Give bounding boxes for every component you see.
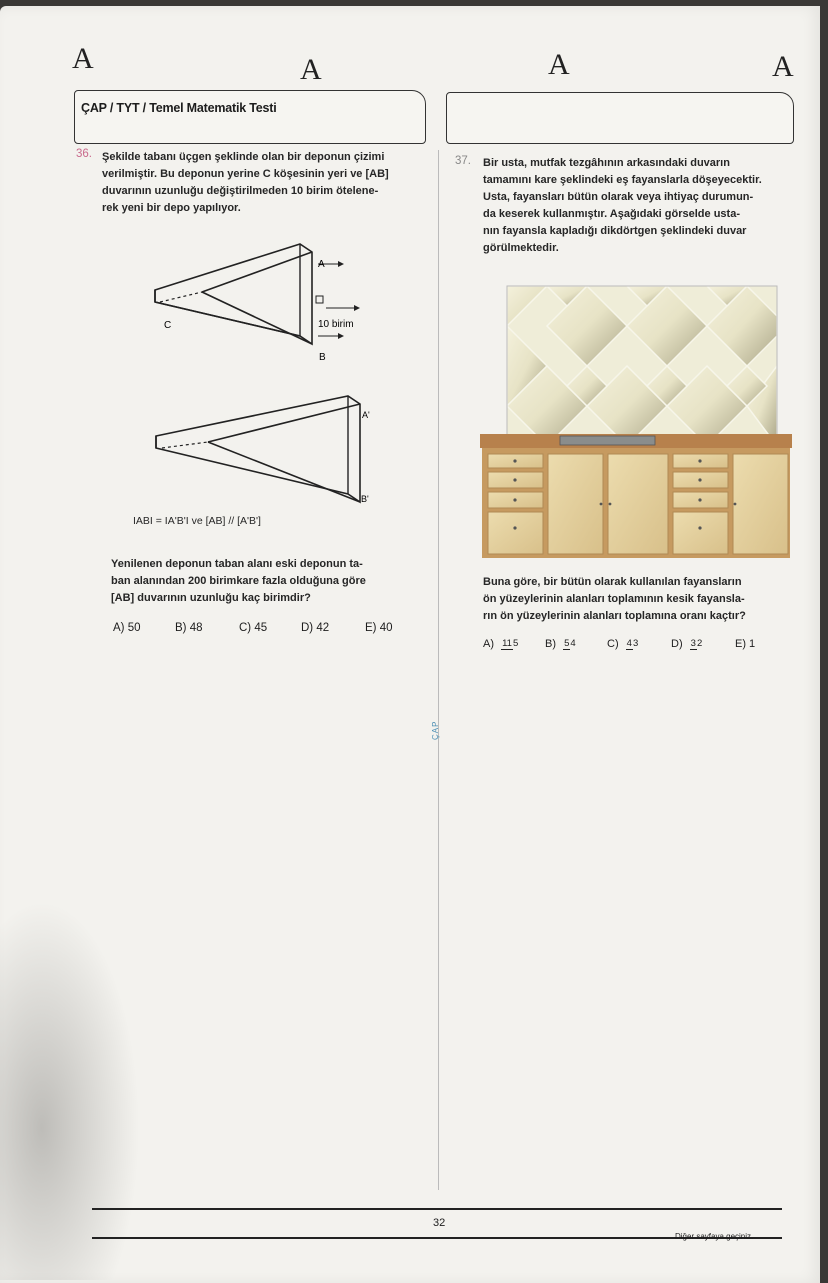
- right-angle-mark: [316, 296, 323, 303]
- page-number: 32: [433, 1217, 446, 1229]
- page-shadow: [0, 900, 140, 1280]
- prism-bottom-edge: [155, 302, 300, 336]
- left-header-box: [74, 90, 426, 144]
- booklet-letter-2: A: [300, 53, 322, 86]
- q37-line: da keserek kullanmıştır. Aşağıdaki görselde usta-: [483, 208, 740, 220]
- q36-line: Şekilde tabanı üçgen şeklinde olan bir deponun çizimi: [102, 151, 385, 163]
- booklet-letter-3: A: [548, 48, 570, 81]
- footer-rule-top: [92, 1208, 782, 1210]
- sink: [560, 436, 655, 445]
- denominator: 2: [696, 637, 703, 649]
- numerator: 11: [502, 637, 512, 649]
- depot-figure-original: [140, 232, 380, 372]
- q37-prompt-line: ön yüzeylerinin alanları toplamının kesik fayansla-: [483, 593, 745, 605]
- label-b-prime: B': [361, 494, 369, 504]
- hidden-edge: [162, 442, 208, 448]
- choice-b[interactable]: [545, 638, 607, 650]
- label-b: B: [319, 352, 326, 363]
- q36-prompt-line: ban alanından 200 birimkare fazla olduğuna göre: [111, 575, 366, 587]
- booklet-letter-4: A: [772, 50, 794, 83]
- choice-d[interactable]: [671, 638, 735, 650]
- column-divider: [438, 150, 439, 1190]
- arrow-head: [338, 333, 344, 339]
- shift-distance-label: 10 birim: [318, 319, 354, 330]
- choice-a-label: A): [483, 638, 494, 650]
- choice-b[interactable]: B) 48: [175, 622, 203, 634]
- q36-line: verilmiştir. Bu deponun yerine C köşesinin yeri ve [AB]: [102, 168, 389, 180]
- label-a-prime: A': [362, 410, 370, 420]
- arrow-head: [338, 261, 344, 267]
- side-logo-text: ÇAP: [431, 720, 440, 740]
- choice-e[interactable]: E) 1: [735, 638, 756, 650]
- label-c: C: [164, 320, 172, 331]
- choice-d-label: D): [671, 638, 683, 650]
- question-36-prompt: [111, 556, 431, 607]
- fraction: [690, 639, 703, 650]
- choice-e[interactable]: E) 40: [365, 622, 393, 634]
- numerator: 4: [626, 637, 632, 649]
- question-36-number: 36.: [76, 148, 92, 160]
- depot-figure-new: [148, 390, 388, 510]
- numerator: 5: [564, 637, 570, 649]
- question-37-text: [483, 155, 801, 257]
- q36-line: duvarının uzunluğu değiştirilmeden 10 birim ötelene-: [102, 185, 379, 197]
- q37-line: Bir usta, mutfak tezgâhının arkasındaki duvarın: [483, 157, 730, 169]
- q37-line: görülmektedir.: [483, 242, 559, 254]
- question-37-prompt: [483, 574, 803, 625]
- choice-b-label: B): [545, 638, 556, 650]
- prism-outline: [155, 244, 312, 344]
- fraction: [563, 639, 576, 650]
- denominator: 5: [512, 637, 519, 649]
- choice-c[interactable]: [607, 638, 671, 650]
- numerator: 3: [690, 637, 696, 649]
- choice-c[interactable]: C) 45: [239, 622, 268, 634]
- booklet-letter-1: A: [72, 42, 94, 75]
- kitchen-wall-tiles-image: [480, 284, 792, 560]
- label-a: A: [318, 259, 325, 270]
- right-header-box: [446, 92, 794, 144]
- q36-line: rek yeni bir depo yapılıyor.: [102, 202, 241, 214]
- choice-a[interactable]: [483, 638, 545, 650]
- choice-d[interactable]: D) 42: [301, 622, 330, 634]
- question-37-number: 37.: [455, 155, 471, 167]
- q37-line: Usta, fayansları bütün olarak veya ihtiyaç durumun-: [483, 191, 754, 203]
- choice-a[interactable]: A) 50: [113, 622, 141, 634]
- prism-back-edge: [202, 292, 312, 344]
- q36-prompt-line: [AB] duvarının uzunluğu kaç birimdir?: [111, 592, 311, 604]
- question-37-choices: [483, 638, 775, 650]
- choice-c-label: C): [607, 638, 619, 650]
- q37-prompt-line: rın ön yüzeylerinin alanları toplamına oranı kaçtır?: [483, 610, 746, 622]
- arrow-head: [354, 305, 360, 311]
- q37-line: tamamını kare şeklindeki eş fayanslarla döşeyecektir.: [483, 174, 762, 186]
- segment-relation: IABI = IA'B'I ve [AB] // [A'B']: [133, 515, 261, 527]
- question-36-text: [102, 149, 432, 217]
- hidden-edge: [160, 292, 202, 302]
- prism-back-edge: [208, 442, 360, 502]
- q37-prompt-line: Buna göre, bir bütün olarak kullanılan fayansların: [483, 576, 742, 588]
- q37-line: nın fayansla kapladığı dikdörtgen şeklindeki duvar: [483, 225, 747, 237]
- question-36-choices: [113, 622, 415, 634]
- fraction: [501, 639, 518, 650]
- q36-prompt-line: Yenilenen deponun taban alanı eski deponun ta-: [111, 558, 363, 570]
- fraction: [626, 639, 639, 650]
- denominator: 3: [632, 637, 639, 649]
- test-title: ÇAP / TYT / Temel Matematik Testi: [81, 101, 277, 115]
- next-page-note: Diğer sayfaya geçiniz.: [675, 1232, 754, 1241]
- denominator: 4: [570, 637, 576, 649]
